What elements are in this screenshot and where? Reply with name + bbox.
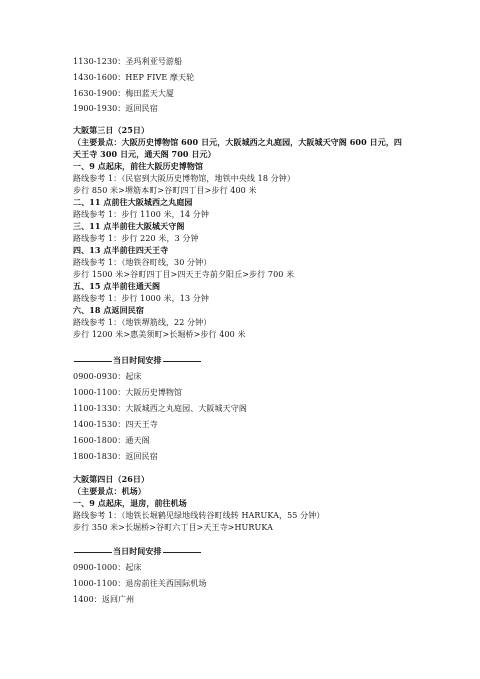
schedule-line: 1430-1600：HEP FIVE 摩天轮 [73, 73, 195, 82]
day3-step-heading: 四、13 点半前往四天王寺 [73, 245, 169, 255]
day3-schedule-line: 1800-1830：返回民宿 [73, 452, 158, 461]
day3-sights-line2: 天王寺 300 日元，通天阁 700 日元） [73, 149, 216, 159]
schedule-line: 1630-1900：梅田蓝天大厦 [73, 89, 175, 98]
day4-route-line: 路线参考 1：（地铁长堀鹤见绿地线转谷町线转 HARUKA，55 分钟） [73, 511, 325, 520]
divider-right [163, 552, 201, 553]
day3-schedule-line: 0900-0930：起床 [73, 372, 142, 381]
divider-left [74, 361, 112, 362]
day3-route-line: 步行 1200 米>惠美须町>长堀桥>步行 400 米 [73, 330, 246, 339]
day3-step-heading: 三、11 点半前往大阪城天守阁 [73, 221, 185, 231]
day4-route-line: 步行 350 米>长堀桥>谷町六丁目>天王寺>HURUKA [73, 523, 273, 532]
day3-step-heading: 五、15 点半前往通天阁 [73, 281, 161, 291]
day3-route-line: 步行 850 米>堺筋本町>谷町四丁目>步行 400 米 [73, 186, 257, 195]
day3-schedule-line: 1600-1800：通天阁 [73, 436, 150, 445]
day3-schedule-header: 当日时间安排 [73, 355, 202, 366]
day4-schedule-line: 0900-1000：起床 [73, 563, 142, 572]
day3-schedule-line: 1400-1530：四天王寺 [73, 420, 158, 429]
schedule-line: 1900-1930：返回民宿 [73, 104, 158, 113]
day3-route-line: 步行 1500 米>谷町四丁目>四天王寺前夕阳丘>步行 700 米 [73, 270, 295, 279]
day4-schedule-line: 1400：返回广州 [73, 595, 135, 604]
day3-step-heading: 一、9 点起床，前往大阪历史博物馆 [73, 161, 204, 171]
day3-schedule-line: 1100-1330：大阪城西之丸庭园、大阪城天守阁 [73, 404, 247, 413]
day3-title: 大阪第三日（25日） [73, 125, 150, 135]
schedule-line: 1130-1230：圣玛利亚号游船 [73, 57, 183, 66]
divider-right [163, 361, 201, 362]
day3-route-line: 路线参考 1：（民宿到大阪历史博物馆，地铁中央线 18 分钟） [73, 174, 295, 183]
day4-schedule-header: 当日时间安排 [73, 546, 202, 557]
day3-sights-line1: （主要景点：大阪历史博物馆 600 日元，大阪城西之丸庭园，大阪城天守阁 600 日元，四 [73, 137, 403, 147]
day3-route-line: 路线参考 1：（地铁堺筋线，22 分钟） [73, 318, 212, 327]
day3-route-line: 路线参考 1：步行 1000 米，13 分钟 [73, 294, 209, 303]
day3-route-line: 路线参考 1：（地铁谷町线，30 分钟） [73, 258, 212, 267]
day4-sights: （主要景点：机场） [73, 486, 146, 496]
day4-step-heading: 一、9 点起床，退房，前往机场 [73, 498, 187, 508]
day3-route-line: 路线参考 1：步行 220 米，3 分钟 [73, 234, 199, 243]
day3-step-heading: 二、11 点前往大阪城西之丸庭园 [73, 197, 193, 207]
divider-left [74, 552, 112, 553]
day3-step-heading: 六、18 点返回民宿 [73, 305, 144, 315]
day3-schedule-line: 1000-1100：大阪历史博物馆 [73, 388, 183, 397]
day4-title: 大阪第四日（26日） [73, 474, 150, 484]
day4-schedule-line: 1000-1100：退房前往关西国际机场 [73, 579, 207, 588]
day3-route-line: 路线参考 1：步行 1100 米，14 分钟 [73, 210, 209, 219]
